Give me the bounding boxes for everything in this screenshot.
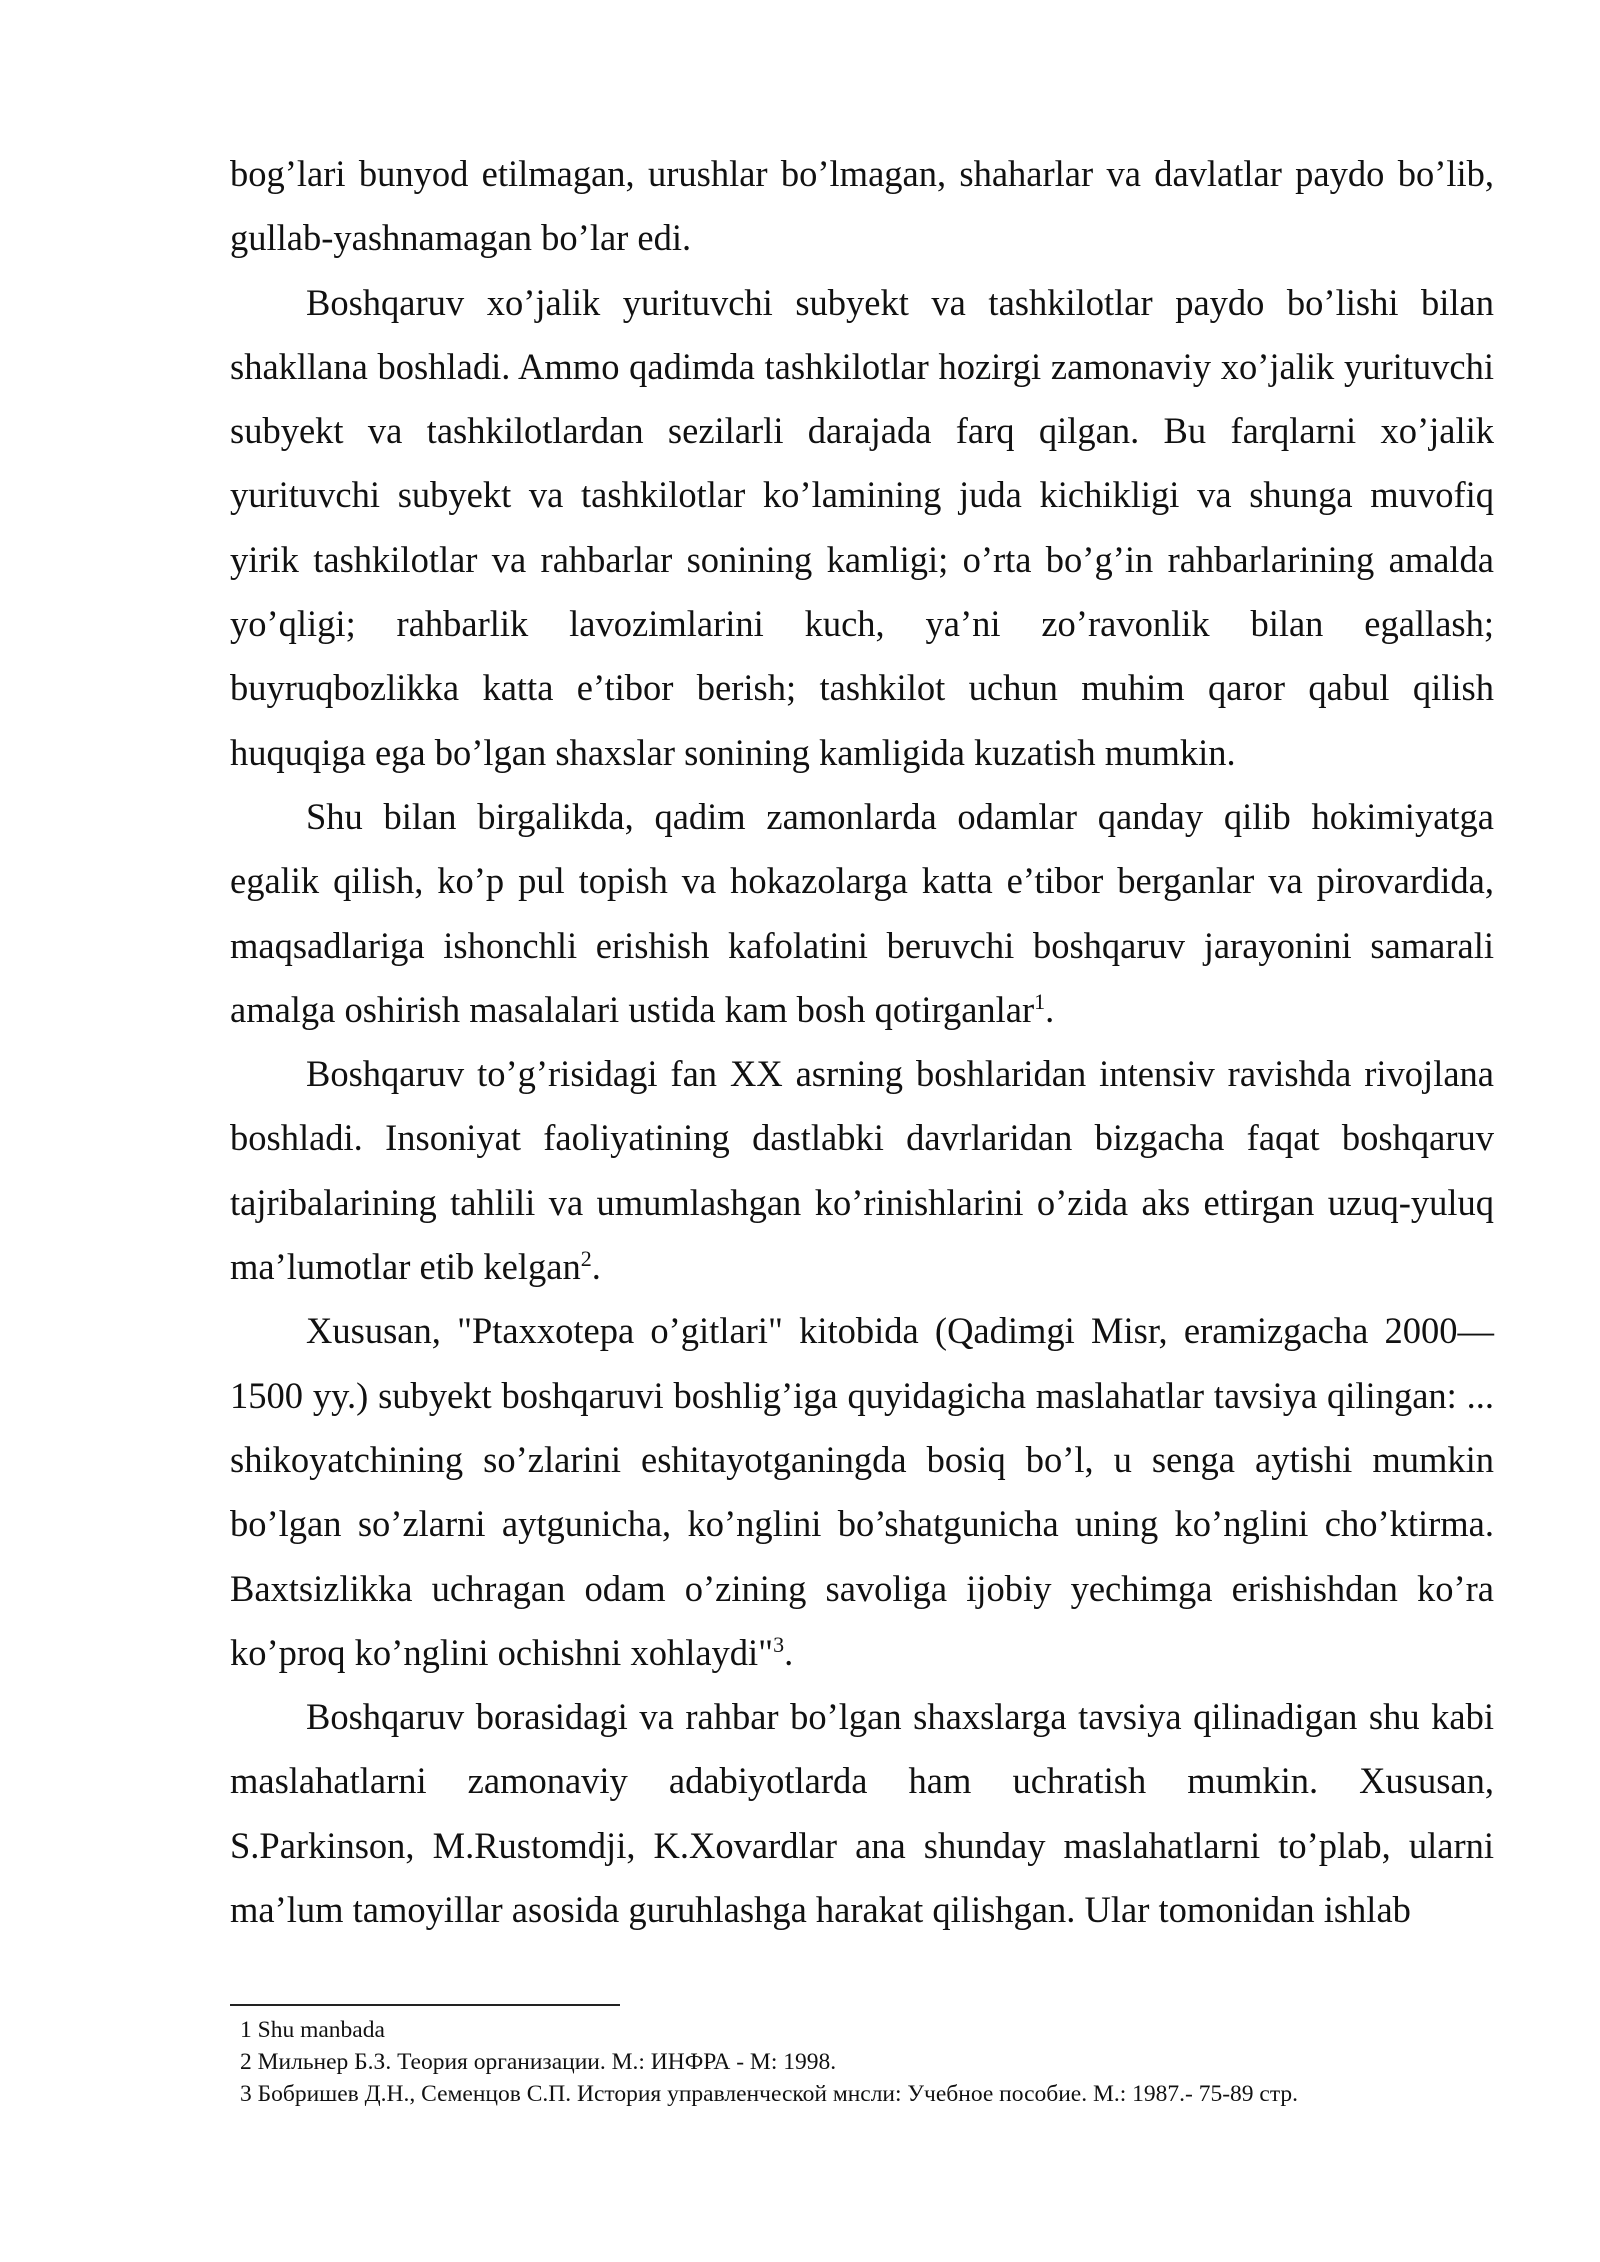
footnote-3: 3 Бобришев Д.Н., Семенцов С.П. История управленческой мнсли: Учебное пособие. М.: 1987.- 75-89 стр. bbox=[240, 2081, 1299, 2107]
footnotes bbox=[240, 2014, 1500, 2110]
paragraph-4-end: . bbox=[591, 1246, 601, 1288]
footnote-1: 1 Shu manbada bbox=[240, 2017, 385, 2043]
footnote-ref-1: 1 bbox=[1034, 988, 1046, 1014]
paragraph-3-end: . bbox=[1045, 988, 1055, 1030]
footnote-2: 2 Мильнер Б.З. Теория организации. М.: ИНФРА - М: 1998. bbox=[240, 2049, 837, 2075]
paragraph-6: Boshqaruv borasidagi va rahbar bo’lgan shaxslarga tavsiya qilinadigan shu kabi maslahatlarni zamonaviy adabiyotlarda ham uchratish mumkin. Xususan, S.Parkinson, M.Rustomdji, K.Xovardlar ana shunday maslahatlarni to’plab, ularni ma’lum tamoyillar asosida guruhlashga harakat qilishgan. Ular tomonidan ishlab bbox=[230, 1696, 1494, 1931]
paragraph-2: Boshqaruv xo’jalik yurituvchi subyekt va tashkilotlar paydo bo’lishi bilan shakllana boshladi. Ammo qadimda tashkilotlar hozirgi zamonaviy xo’jalik yurituvchi subyekt va tashkilotlardan sezilarli darajada farq qilgan. Bu farqlarni xo’jalik yurituvchi subyekt va tashkilotlar ko’lamining juda kichikligi va shunga muvofiq yirik tashkilotlar va rahbarlar sonining kamligi; o’rta bo’g’in rahbarlarining amalda yo’qligi; rahbarlik lavozimlarini kuch, ya’ni zo’ravonlik bilan egallash; buyruqbozlikka katta e’tibor berish; tashkilot uchun muhim qaror qabul qilish huquqiga ega bo’lgan shaxslar sonining kamligida kuzatish mumkin. bbox=[230, 281, 1494, 773]
paragraph-3-text: Shu bilan birgalikda, qadim zamonlarda odamlar qanday qilib hokimiyatga egalik qilish, ko’p pul topish va hokazolarga katta e’tibor berganlar va pirovardida, maqsadlariga ishonchli erishish kafolatini beruvchi boshqaruv jarayonini samarali amalga oshirish masalalari ustida kam bosh qotirganlar bbox=[230, 795, 1494, 1030]
paragraph-5-text: Xususan, "Ptaxxotepa o’gitlari" kitobida (Qadimgi Misr, eramizgacha 2000—1500 yy.) subyekt boshqaruvi boshlig’iga quyidagicha maslahatlar tavsiya qilingan: ... shikoyatchining so’zlarini eshitayotganingda bosiq bo’l, u senga aytishi mumkin bo’lgan so’zlarni aytgunicha, ko’nglini bo’shatgunicha uning ko’nglini cho’ktirma. Baxtsizlikka uchragan odam o’zining savoliga ijobiy yechimga erishishdan ko’ra ko’proq ko’nglini ochishni xohlaydi" bbox=[230, 1310, 1494, 1673]
paragraph-5 bbox=[230, 1299, 1494, 1685]
footnote-ref-2: 2 bbox=[580, 1246, 592, 1272]
paragraph-5-end: . bbox=[784, 1631, 794, 1673]
paragraph-4-text: Boshqaruv to’g’risidagi fan XX asrning boshlaridan intensiv ravishda rivojlana boshladi. Insoniyat faoliyatining dastlabki davrlaridan bizgacha faqat boshqaruv tajribalarining tahlili va umumlashgan ko’rinishlarini o’zida aks ettirgan uzuq-yuluq ma’lumotlar etib kelgan bbox=[230, 1053, 1494, 1288]
paragraph-1: bog’lari bunyod etilmagan, urushlar bo’lmagan, shaharlar va davlatlar paydo bo’lib, gullab-yashnamagan bo’lar edi. bbox=[230, 153, 1494, 259]
main-text bbox=[230, 142, 1494, 1942]
footnote-ref-3: 3 bbox=[773, 1631, 785, 1657]
footnote-separator bbox=[230, 2004, 620, 2006]
paragraph-3 bbox=[230, 785, 1494, 1042]
paragraph-4 bbox=[230, 1042, 1494, 1299]
